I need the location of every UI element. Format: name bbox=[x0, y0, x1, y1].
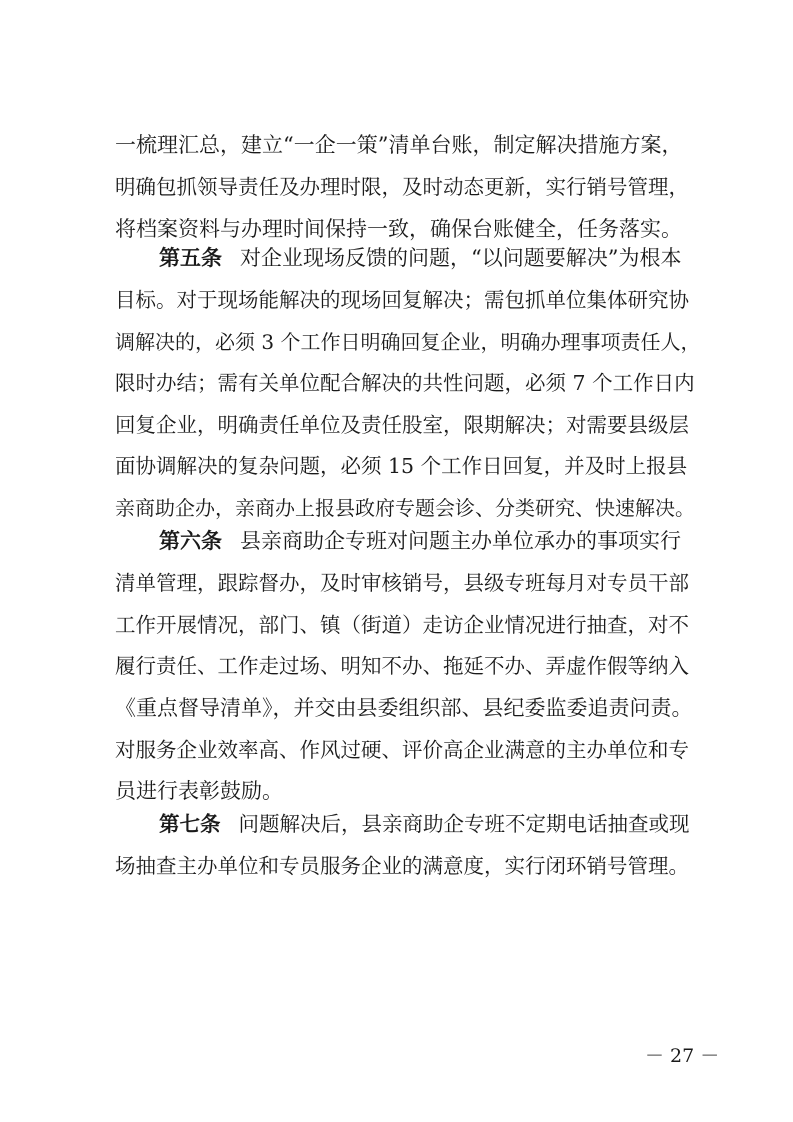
article-7-label: 第七条 bbox=[159, 812, 221, 836]
paragraph-line: 回复企业，明确责任单位及责任股室，限期解决；对需要县级层 bbox=[115, 413, 689, 437]
paragraph-line: 场抽查主办单位和专员服务企业的满意度，实行闭环销号管理。 bbox=[115, 854, 689, 878]
article-7-text: 问题解决后，县亲商助企专班不定期电话抽查或现 bbox=[238, 812, 690, 836]
page-number: － 27 － bbox=[645, 1045, 720, 1067]
article-6-text: 县亲商助企专班对问题主办单位承办的事项实行 bbox=[240, 529, 681, 553]
paragraph-line: 明确包抓领导责任及办理时限，及时动态更新，实行销号管理， bbox=[115, 175, 689, 199]
article-7-first-line bbox=[159, 804, 690, 844]
paragraph-line: 将档案资料与办理时间保持一致，确保台账健全，任务落实。 bbox=[115, 217, 682, 241]
paragraph-line: 对服务企业效率高、作风过硬、评价高企业满意的主办单位和专 bbox=[115, 738, 689, 762]
paragraph-line: 限时办结；需有关单位配合解决的共性问题，必须 7 个工作日内 bbox=[115, 371, 695, 395]
paragraph-line: 面协调解决的复杂问题，必须 15 个工作日回复，并及时上报县 bbox=[115, 454, 688, 478]
article-6-first-line bbox=[159, 521, 681, 561]
paragraph-line: 员进行表彰鼓励。 bbox=[115, 779, 283, 803]
paragraph-line: 清单管理，跟踪督办，及时审核销号，县级专班每月对专员干部 bbox=[115, 571, 689, 595]
article-5-first-line bbox=[159, 238, 681, 278]
paragraph-line: 工作开展情况，部门、镇（街道）走访企业情况进行抽查，对不 bbox=[115, 613, 689, 637]
article-5-label: 第五条 bbox=[159, 245, 222, 270]
article-5-text: 对企业现场反馈的问题，“以问题要解决”为根本 bbox=[240, 246, 682, 270]
paragraph-line: 《重点督导清单》，并交由县委组织部、县纪委监委追责问责。 bbox=[115, 696, 693, 720]
paragraph-line: 目标。对于现场能解决的现场回复解决；需包抓单位集体研究协 bbox=[115, 288, 689, 312]
paragraph-line: 亲商助企办，亲商办上报县政府专题会诊、分类研究、快速解决。 bbox=[115, 496, 695, 520]
paragraph-line: 调解决的，必须 3 个工作日明确回复企业，明确办理事项责任人， bbox=[115, 330, 701, 354]
paragraph-line: 履行责任、工作走过场、明知不办、拖延不办、弄虚作假等纳入 bbox=[115, 654, 689, 678]
paragraph-line: 一梳理汇总，建立“一企一策”清单台账，制定解决措施方案， bbox=[115, 133, 683, 157]
article-6-label: 第六条 bbox=[159, 528, 222, 553]
